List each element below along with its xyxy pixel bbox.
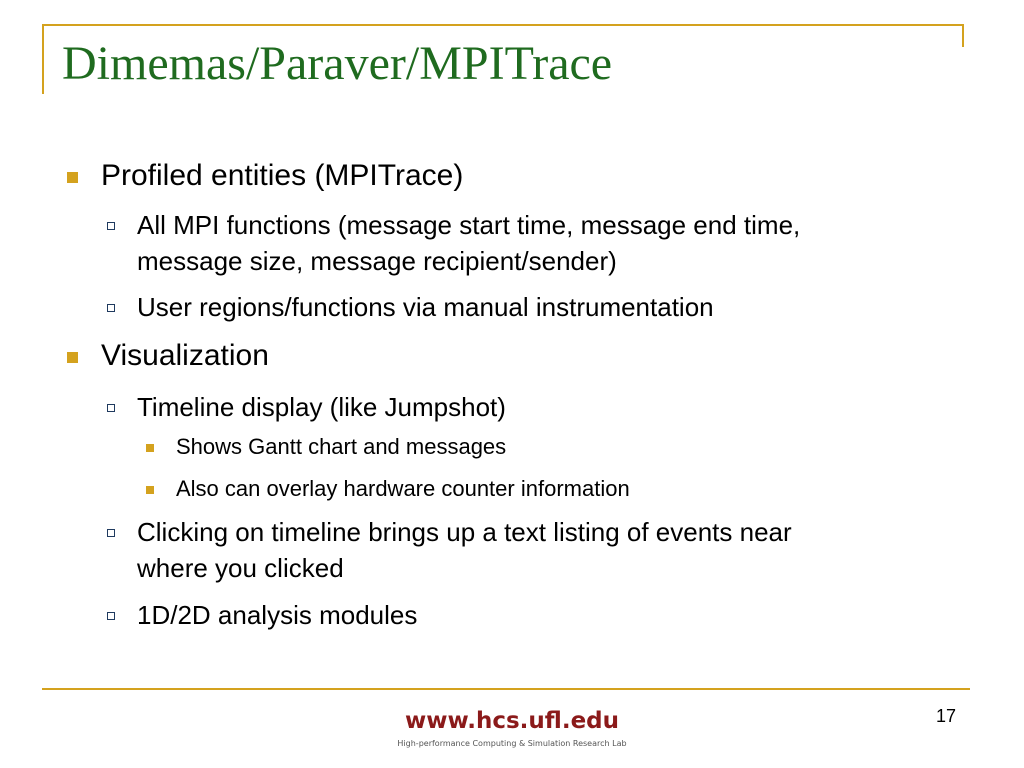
square-bullet-icon [146, 444, 154, 452]
bullet-visualization: Visualization [101, 339, 269, 372]
bullet-clicking-timeline-line1: Clicking on timeline brings up a text listing of events near [137, 517, 792, 547]
slide-title: Dimemas/Paraver/MPITrace [62, 37, 613, 90]
hollow-square-bullet-icon [107, 222, 115, 230]
bullet-hardware-counter: Also can overlay hardware counter information [176, 476, 630, 501]
hollow-square-bullet-icon [107, 304, 115, 312]
bullet-analysis-modules: 1D/2D analysis modules [137, 600, 418, 630]
right-frame-tick [962, 24, 964, 47]
footer-divider [42, 688, 970, 690]
footer-url: www.hcs.ufl.edu [404, 708, 620, 734]
top-frame-line [42, 24, 964, 26]
hollow-square-bullet-icon [107, 529, 115, 537]
bullet-user-regions: User regions/functions via manual instrumentation [137, 292, 714, 322]
bullet-profiled-entities: Profiled entities (MPITrace) [101, 159, 464, 192]
hollow-square-bullet-icon [107, 612, 115, 620]
square-bullet-icon [146, 486, 154, 494]
hollow-square-bullet-icon [107, 404, 115, 412]
bullet-gantt-chart: Shows Gantt chart and messages [176, 434, 507, 459]
page-number: 17 [936, 706, 957, 726]
bullet-all-mpi-functions-line1: All MPI functions (message start time, message end time, [137, 210, 801, 240]
footer-lab-name: High-performance Computing & Simulation Research Lab [397, 739, 627, 748]
bullet-all-mpi-functions-line2: message size, message recipient/sender) [137, 246, 617, 276]
square-bullet-icon [67, 172, 78, 183]
bullet-timeline-display: Timeline display (like Jumpshot) [137, 392, 506, 422]
left-frame-line [42, 24, 44, 94]
bullet-clicking-timeline-line2: where you clicked [137, 553, 344, 583]
square-bullet-icon [67, 352, 78, 363]
